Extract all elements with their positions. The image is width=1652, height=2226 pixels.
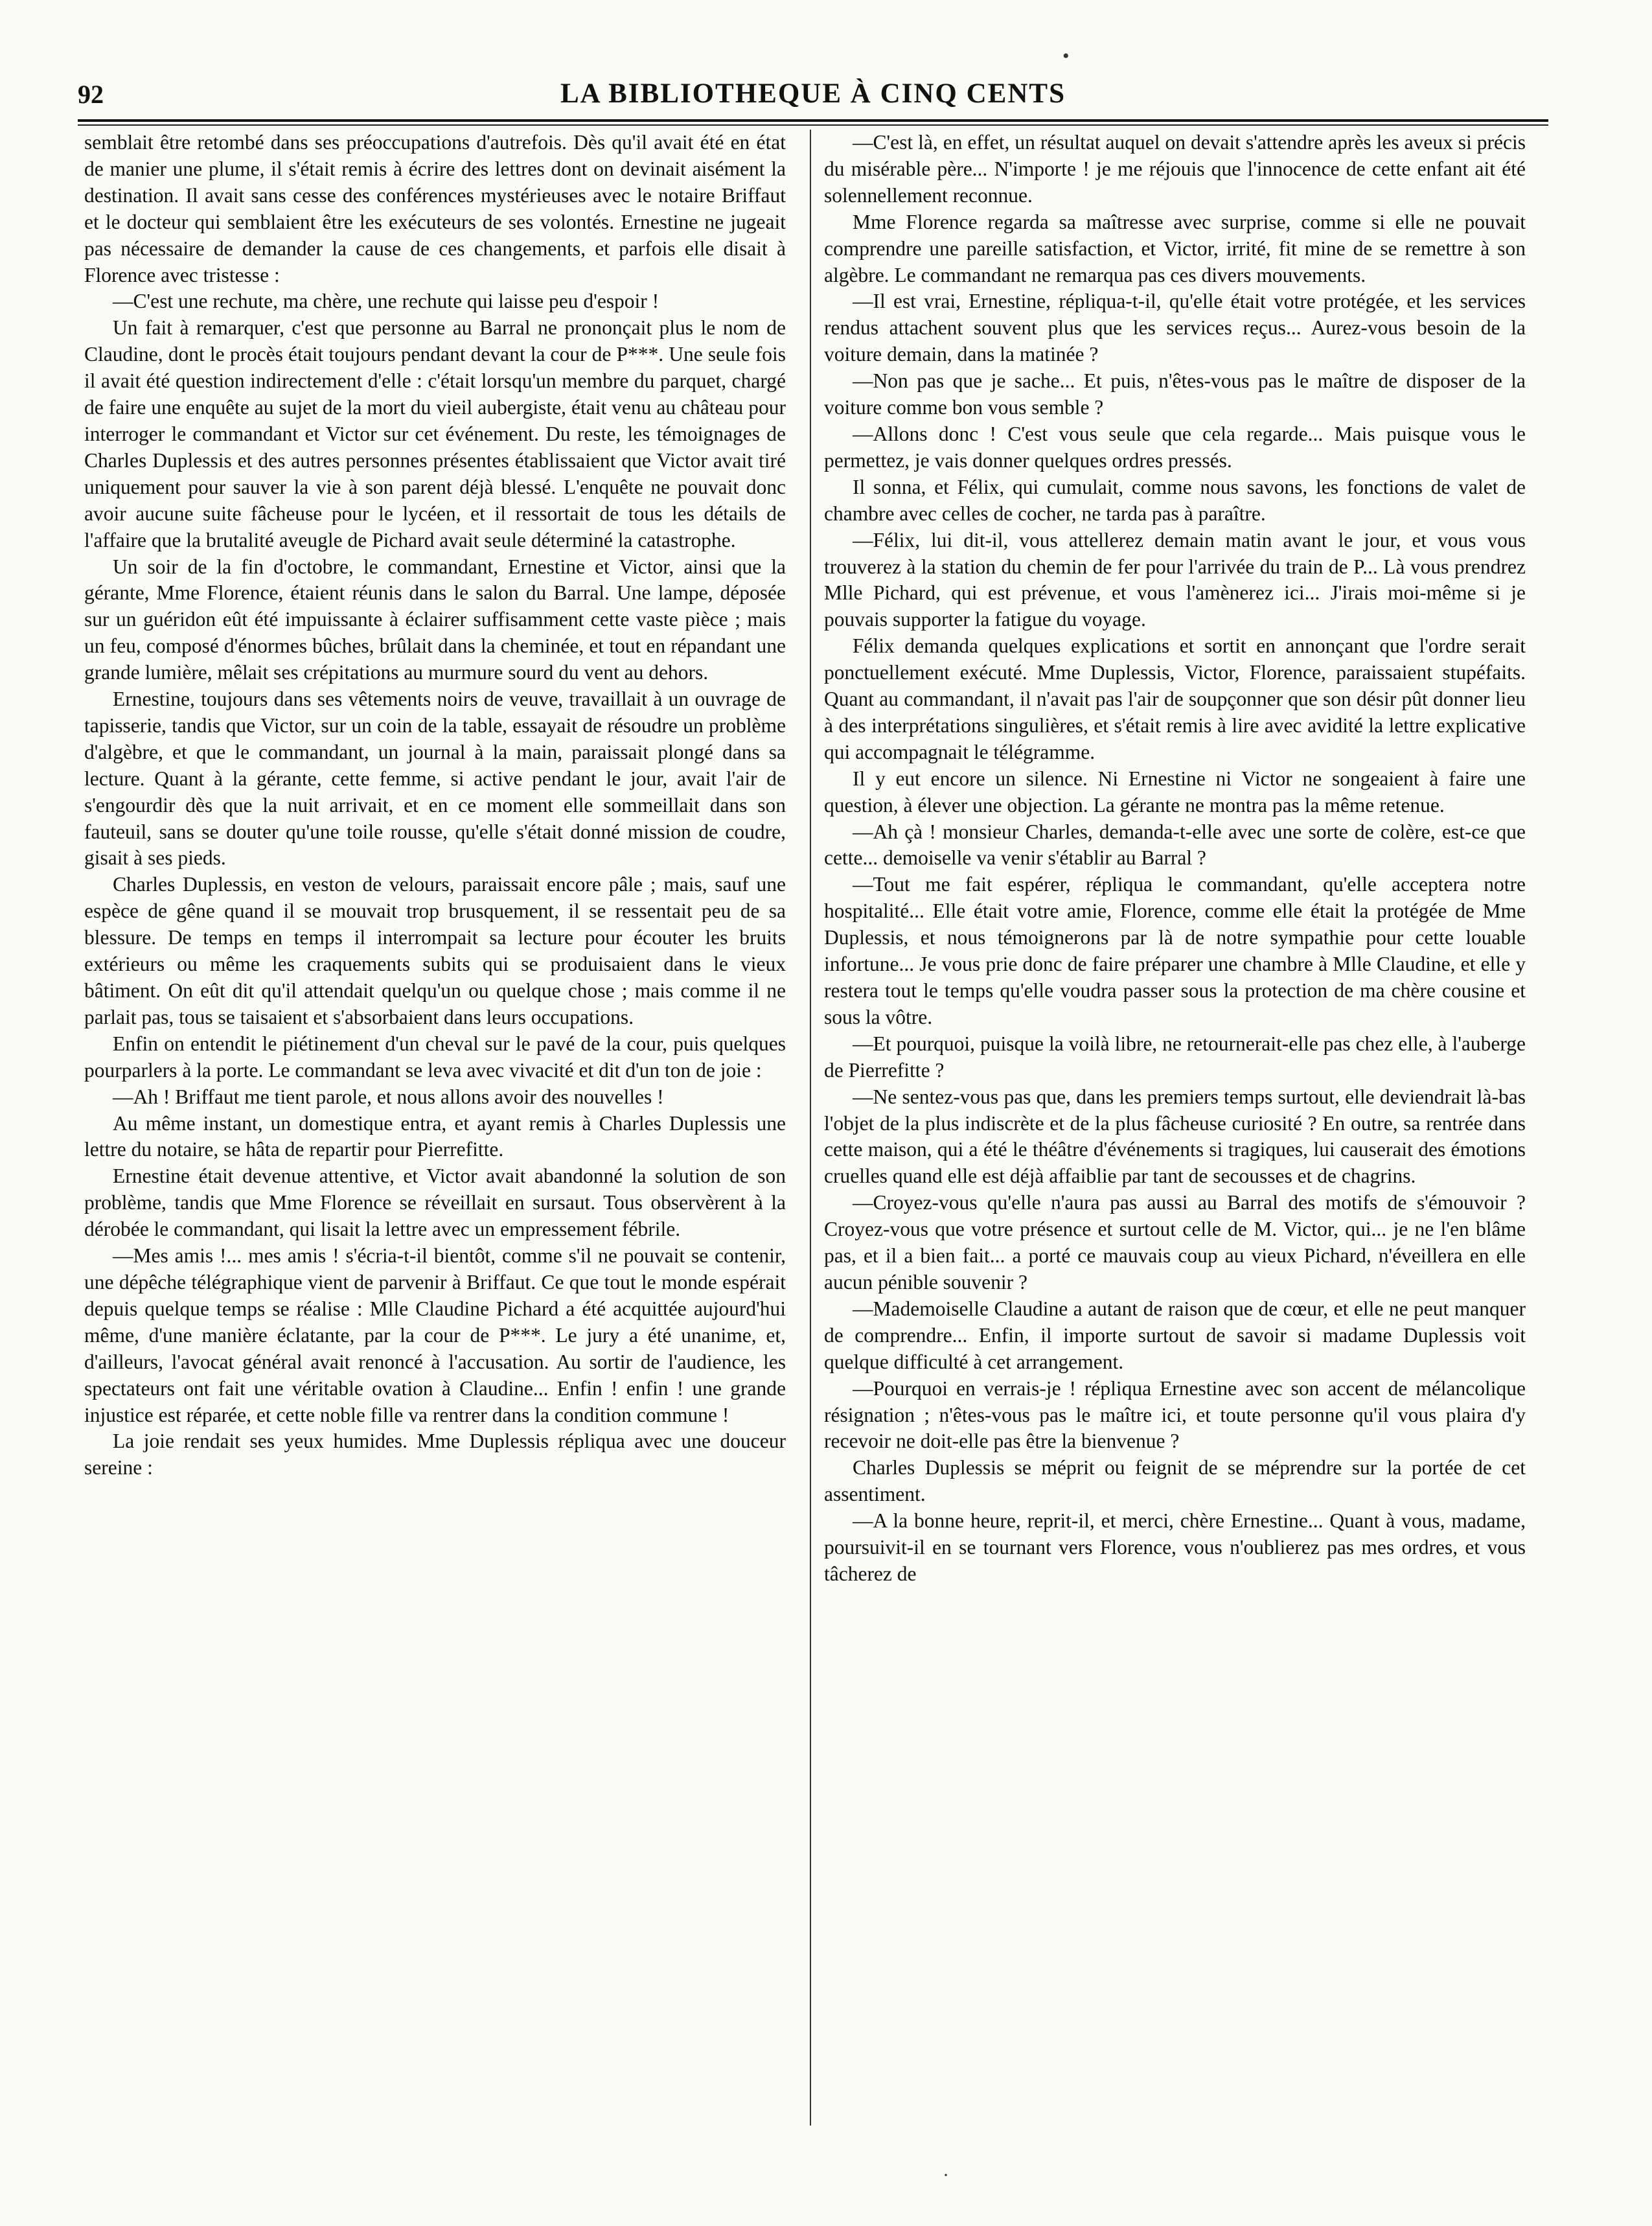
right-column xyxy=(824,130,1526,2151)
paragraph: —C'est une rechute, ma chère, une rechute qui laisse peu d'espoir ! xyxy=(113,290,660,313)
paragraph: Mme Florence regarda sa maîtresse avec surprise, comme si elle ne pouvait comprendre une pareille satisfaction, et Victor, irrité, fit mine de se remettre à son algèbre. Le commandant ne remarqua pas ces divers mouvements. xyxy=(824,210,1526,286)
paragraph: —C'est là, en effet, un résultat auquel on devait s'attendre après les aveux si précis du misérable père... N'importe ! je me réjouis que l'innocence de cette enfant ait été solennellement reconnue. xyxy=(824,131,1526,207)
paragraph: —Tout me fait espérer, répliqua le commandant, qu'elle acceptera notre hospitalité... Elle était votre amie, Florence, comme elle était la protégée de Mme Duplessis, et nous témoignerons par là de notre sympathie pour cette louable infortune... Je vous prie donc de faire préparer une chambre à Mlle Claudine, et elle y restera tout le temps qu'elle voudra passer sous la protection de ma chère cousine et sous la vôtre. xyxy=(824,873,1526,1028)
paragraph: La joie rendait ses yeux humides. Mme Duplessis répliqua avec une douceur sereine : xyxy=(84,1430,786,1479)
paragraph: —Il est vrai, Ernestine, répliqua-t-il, qu'elle était votre protégée, et les services rendus attachent souvent plus que les services reçus... Aurez-vous besoin de la voiture demain, dans la matinée ? xyxy=(824,290,1526,366)
page-header xyxy=(78,76,1548,122)
paragraph: —Mes amis !... mes amis ! s'écria-t-il bientôt, comme s'il ne pouvait se contenir, une dépêche télégraphique vient de parvenir à Briffaut. Ce que tout le monde espérait depuis quelque temps se réalise : Mlle Claudine Pichard a été acquittée aujourd'hui même, d'une manière éclatante, par la cour de P***. Le jury a été unanime, et, d'ailleurs, l'avocat général avait renoncé à l'accusation. Au sortir de l'audience, les spectateurs ont fait une véritable ovation à Claudine... Enfin ! enfin ! une grande injustice est réparée, et cette noble fille va rentrer dans la condition commune ! xyxy=(84,1244,786,1426)
running-title: LA BIBLIOTHEQUE À CINQ CENTS xyxy=(560,78,1066,109)
paragraph: —Pourquoi en verrais-je ! répliqua Ernestine avec son accent de mélancolique résignation ; n'êtes-vous pas le maître ici, et toute personne qu'il vous plaira d'y recevoir ne doit-elle pas être la bienvenue ? xyxy=(824,1376,1526,1453)
paragraph: —Croyez-vous qu'elle n'aura pas aussi au Barral des motifs de s'émouvoir ? Croyez-vous que votre présence et surtout celle de M. Victor, qui... je ne l'en blâme pas, et il a bien fait... a porté ce mauvais coup au vieux Pichard, n'éveillera en elle aucun pénible souvenir ? xyxy=(824,1191,1526,1293)
paragraph: —Ah çà ! monsieur Charles, demanda-t-elle avec une sorte de colère, est-ce que cette... demoiselle va venir s'établir au Barral ? xyxy=(824,820,1526,870)
header-rule-thin xyxy=(78,124,1548,126)
paragraph: Il sonna, et Félix, qui cumulait, comme nous savons, les fonctions de valet de chambre avec celles de cocher, ne tarda pas à paraître. xyxy=(824,475,1526,525)
paragraph: —Mademoiselle Claudine a autant de raison que de cœur, et elle ne peut manquer de comprendre... Enfin, il importe surtout de savoir si madame Duplessis voit quelque difficulté à cet arrangement. xyxy=(824,1297,1526,1373)
paragraph: Enfin on entendit le piétinement d'un cheval sur le pavé de la cour, puis quelques pourparlers à la porte. Le commandant se leva avec vivacité et dit d'un ton de joie : xyxy=(84,1032,786,1082)
paragraph: —A la bonne heure, reprit-il, et merci, chère Ernestine... Quant à vous, madame, poursuivit-il en se tournant vers Florence, vous n'oublierez pas mes ordres, et vous tâcherez de xyxy=(824,1509,1526,1585)
left-column xyxy=(84,130,786,2151)
paragraph: —Non pas que je sache... Et puis, n'êtes-vous pas le maître de disposer de la voiture comme bon vous semble ? xyxy=(824,369,1526,419)
paragraph: —Et pourquoi, puisque la voilà libre, ne retournerait-elle pas chez elle, à l'auberge de Pierrefitte ? xyxy=(824,1032,1526,1082)
print-speck: · xyxy=(943,2164,949,2186)
paragraph: Un soir de la fin d'octobre, le commandant, Ernestine et Victor, ainsi que la gérante, Mme Florence, étaient réunis dans le salon du Barral. Une lampe, déposée sur un guéridon eût été impuissante à éclairer suffisamment cette vaste pièce ; mais un feu, composé d'énormes bûches, brûlait dans la cheminée, et tout en répandant une grande lumière, mêlait ses crépitations au murmure sourd du vent au dehors. xyxy=(84,555,786,684)
paragraph: Félix demanda quelques explications et sortit en annonçant que l'ordre serait ponctuellement exécuté. Mme Duplessis, Victor, Florence, paraissaient stupéfaits. Quant au commandant, il n'avait pas l'air de soupçonner que son désir pût donner lieu à des interprétations singulières, et s'était remis à lire avec avidité la lettre explicative qui accompagnait le télégramme. xyxy=(824,634,1526,763)
paragraph: —Félix, lui dit-il, vous attellerez demain matin avant le jour, et vous vous trouverez à la station du chemin de fer pour l'arrivée du train de P... Là vous prendrez Mlle Pichard, qui est prévenue, et vous l'amènerez ici... J'irais moi-même si je pouvais supporter la fatigue du voyage. xyxy=(824,528,1526,631)
paragraph: —Ne sentez-vous pas que, dans les premiers temps surtout, elle deviendrait là-bas l'objet de la plus indiscrète et de la plus fâcheuse curiosité ? En outre, sa rentrée dans cette maison, qui a été le théâtre d'événements si tragiques, lui causerait des émotions cruelles quand elle est déjà affaiblie par tant de secousses et de chagrins. xyxy=(824,1085,1526,1188)
paragraph: Un fait à remarquer, c'est que personne au Barral ne prononçait plus le nom de Claudine, dont le procès était toujours pendant devant la cour de P***. Une seule fois il avait été question indirectement d'elle : c'était lorsqu'un membre du parquet, chargé de faire une enquête au sujet de la mort du vieil aubergiste, était venu au château pour interroger le commandant et Victor sur cet événement. Du reste, les témoignages de Charles Duplessis et des autres personnes présentes établissaient que Victor avait tiré uniquement pour sauver la vie à son parent déjà blessé. L'enquête ne pouvait donc avoir aucune suite fâcheuse pour le lycéen, et il ressortait de tous les détails de l'affaire que la brutalité aveugle de Pichard avait seule déterminé la catastrophe. xyxy=(84,316,786,551)
paragraph: Au même instant, un domestique entra, et ayant remis à Charles Duplessis une lettre du notaire, se hâta de repartir pour Pierrefitte. xyxy=(84,1111,786,1161)
paragraph: Ernestine, toujours dans ses vêtements noirs de veuve, travaillait à un ouvrage de tapisserie, tandis que Victor, sur un coin de la table, essayait de résoudre un problème d'algèbre, et que le commandant, un journal à la main, paraissait plongé dans sa lecture. Quant à la gérante, cette femme, si active pendant le jour, avait l'air de s'engourdir dès que la nuit arrivait, et en ce moment elle sommeillait dans son fauteuil, sans se douter qu'une toile rousse, qu'elle s'était donné mission de coudre, gisait à ses pieds. xyxy=(84,688,786,870)
page-number: 92 xyxy=(78,80,104,109)
paragraph: —Allons donc ! C'est vous seule que cela regarde... Mais puisque vous le permettez, je vais donner quelques ordres pressés. xyxy=(824,422,1526,472)
print-speck: • xyxy=(1062,45,1070,67)
paragraph: —Ah ! Briffaut me tient parole, et nous allons avoir des nouvelles ! xyxy=(113,1085,664,1108)
paragraph: Charles Duplessis, en veston de velours, paraissait encore pâle ; mais, sauf une espèce de gêne quand il se mouvait trop brusquement, il se ressentait peu de sa blessure. De temps en temps il interrompait sa lecture pour écouter les bruits extérieurs ou même les craquements subits qui se produisaient dans le vieux bâtiment. On eût dit qu'il attendait quelqu'un ou quelque chose ; mais comme il ne parlait pas, tous se taisaient et s'absorbaient dans leurs occupations. xyxy=(84,873,786,1028)
paragraph: Charles Duplessis se méprit ou feignit de se méprendre sur la portée de cet assentiment. xyxy=(824,1456,1526,1506)
column-separator xyxy=(810,130,811,2126)
paragraph: Il y eut encore un silence. Ni Ernestine ni Victor ne songeaient à faire une question, à élever une objection. La gérante ne montra pas la même retenue. xyxy=(824,767,1526,817)
paragraph: Ernestine était devenue attentive, et Victor avait abandonné la solution de son problème, tandis que Mme Florence se réveillait en sursaut. Tous observèrent à la dérobée le commandant, qui lisait la lettre avec un empressement fébrile. xyxy=(84,1165,786,1241)
paragraph: semblait être retombé dans ses préoccupations d'autrefois. Dès qu'il avait été en état de manier une plume, il s'était remis à écrire des lettres dont on devinait aisément la destination. Il avait sans cesse des conférences mystérieuses avec le notaire Briffaut et le docteur qui semblaient être les exécuteurs de ses volontés. Ernestine ne jugeait pas nécessaire de demander la cause de ces changements, et parfois elle disait à Florence avec tristesse : xyxy=(84,131,786,286)
header-rule xyxy=(78,119,1548,122)
